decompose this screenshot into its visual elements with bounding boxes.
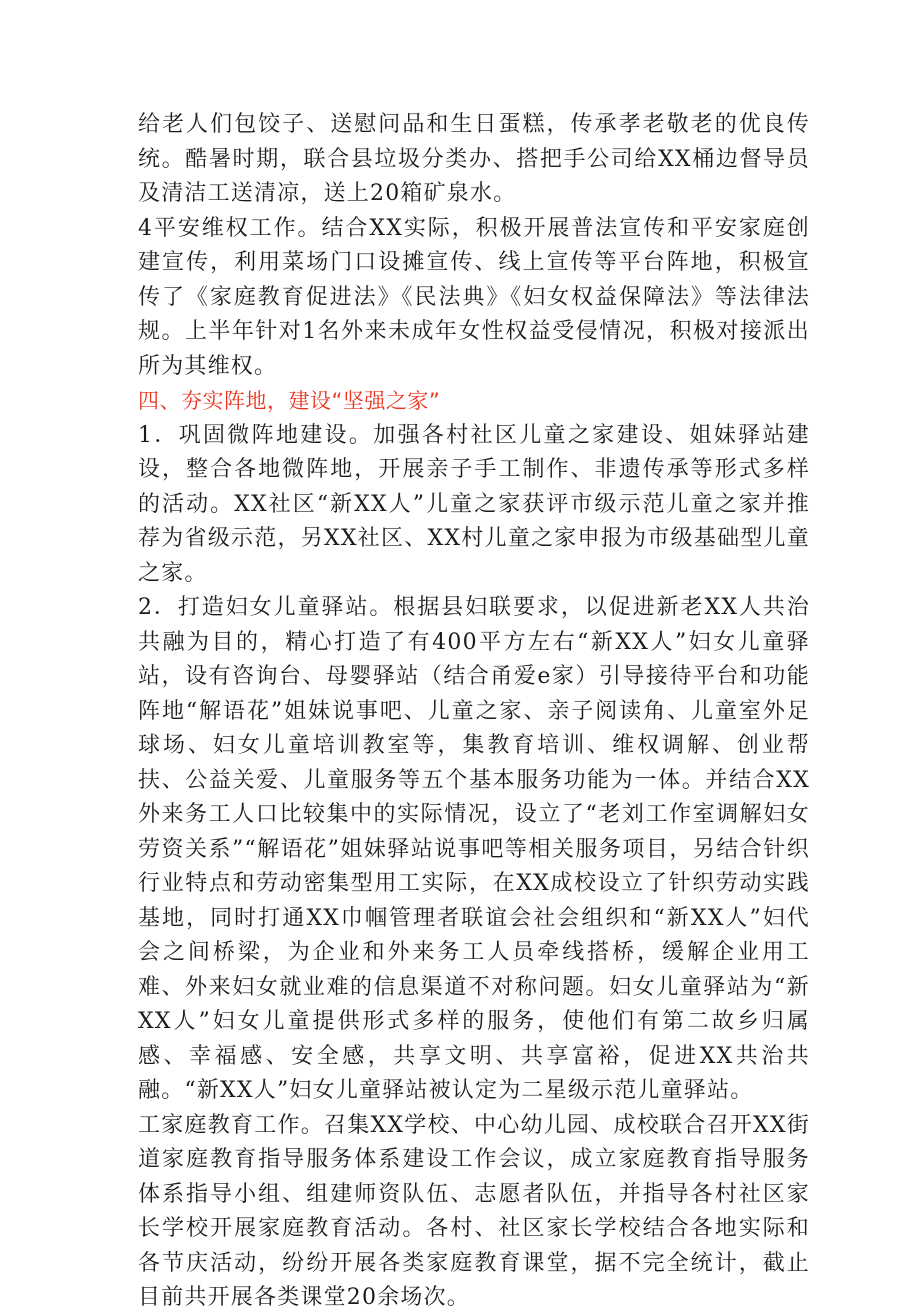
- paragraph-family-education: 工家庭教育工作。召集XX学校、中心幼儿园、成校联合召开XX街道家庭教育指导服务体系建设工作会议，成立家庭教育指导服务体系指导小组、组建师资队伍、志愿者队伍，并指导各村社区家长学校开展家庭教育活动。各村、社区家长学校结合各地实际和各节庆活动，纷纷开展各类家庭教育课堂，据不完全统计，截止目前共开展各类课堂20余场次。: [138, 1112, 810, 1310]
- paragraph-elderly-care: 给老人们包饺子、送慰问品和生日蛋糕，传承孝老敬老的优良传统。酷暑时期，联合县垃圾分类办、搭把手公司给XX桶边督导员及清洁工送清凉，送上20箱矿泉水。: [138, 112, 810, 206]
- section-heading: 四、夯实阵地，建设“坚强之家”: [138, 389, 441, 413]
- paragraph-women-children-station: 2．打造妇女儿童驿站。根据县妇联要求，以促进新老XX人共治共融为目的，精心打造了有400平方左右“新XX人”妇女儿童驿站，设有咨询台、母婴驿站（结合甬爱e家）引导接待平台和功能阵地“解语花”姐妹说事吧、儿童之家、亲子阅读角、儿童室外足球场、妇女儿童培训教室等，集教育培训、维权调解、创业帮扶、公益关爱、儿童服务等五个基本服务功能为一体。并结合XX外来务工人口比较集中的实际情况，设立了“老刘工作室调解妇女劳资关系”“解语花”姐妹驿站说事吧等相关服务项目，另结合针织行业特点和劳动密集型用工实际，在XX成校设立了针织劳动实践基地，同时打通XX巾帼管理者联谊会社会组织和“新XX人”妇代会之间桥梁，为企业和外来务工人员牵线搭桥，缓解企业用工难、外来妇女就业难的信息渠道不对称问题。妇女儿童驿站为“新XX人”妇女儿童提供形式多样的服务，使他们有第二故乡归属感、幸福感、安全感，共享文明、共享富裕，促进XX共治共融。“新XX人”妇女儿童驿站被认定为二星级示范儿童驿站。: [138, 595, 810, 1103]
- paragraph-safety-rights: 4平安维权工作。结合XX实际，积极开展普法宣传和平安家庭创建宣传，利用菜场门口设摊宣传、线上宣传等平台阵地，积极宣传了《家庭教育促进法》《民法典》《妇女权益保障法》等法律法规。上半年针对1名外来未成年女性权益受侵情况，积极对接派出所为其维权。: [138, 215, 810, 379]
- document-body: [138, 108, 810, 1316]
- paragraph-micro-position: 1．巩固微阵地建设。加强各村社区儿童之家建设、姐妹驿站建设，整合各地微阵地，开展亲子手工制作、非遗传承等形式多样的活动。XX社区“新XX人”儿童之家获评市级示范儿童之家并推荐为省级示范，另XX社区、XX村儿童之家申报为市级基础型儿童之家。: [138, 422, 810, 586]
